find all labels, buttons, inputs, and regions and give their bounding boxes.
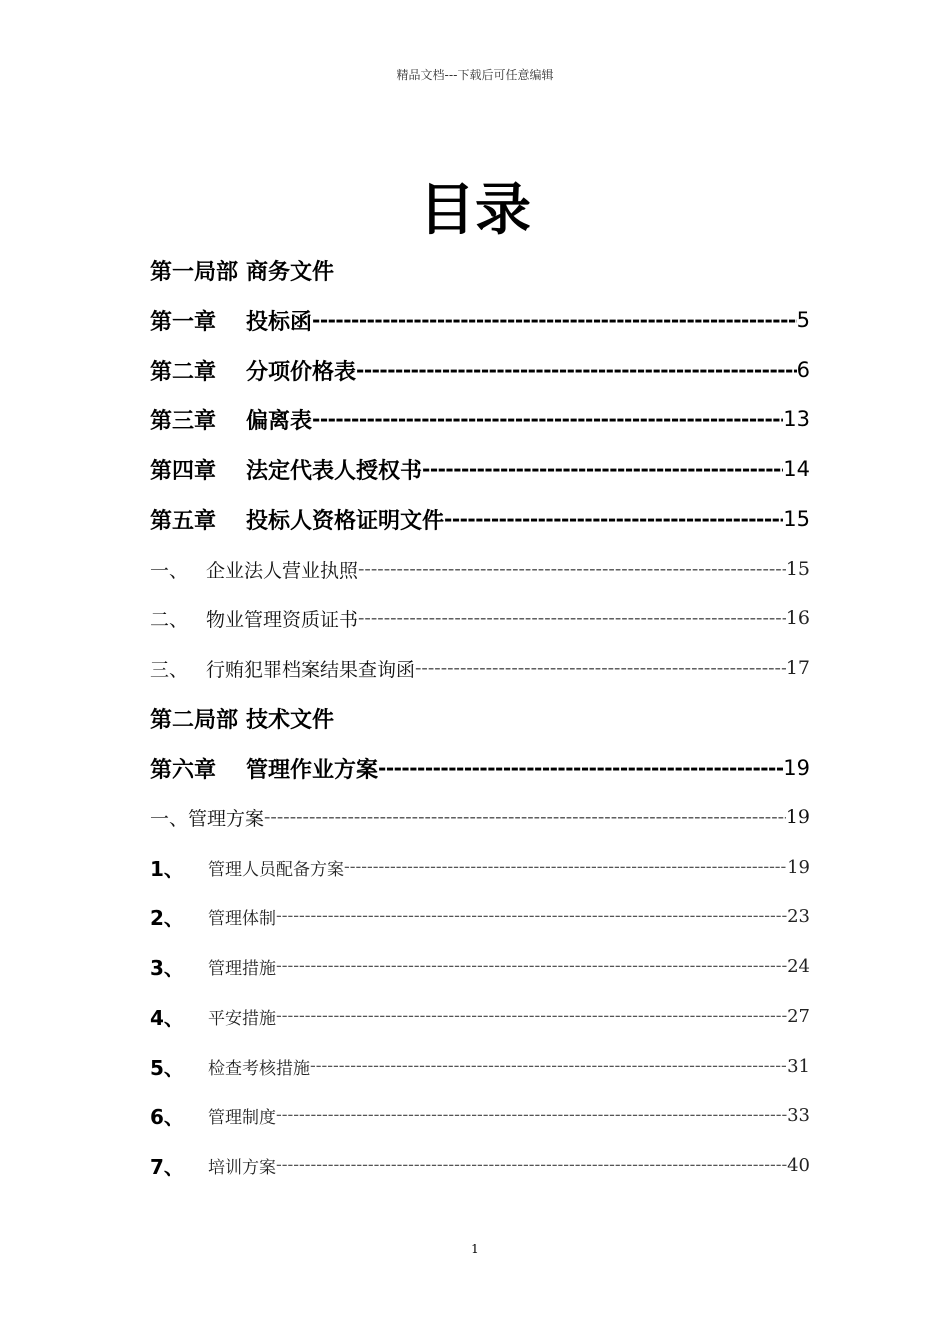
- section-title: 一、管理方案: [150, 807, 265, 830]
- toc-chapter-2[interactable]: [150, 350, 810, 390]
- item-title: 管理人员配备方案: [208, 859, 344, 880]
- chapter-title: 偏离表: [246, 408, 313, 434]
- section-title: 物业管理资质证书: [206, 608, 359, 631]
- chapter-title: 投标人资格证明文件: [246, 508, 445, 534]
- dot-leader: [415, 657, 786, 679]
- dot-leader: [358, 558, 786, 580]
- toc-section-1[interactable]: [150, 549, 810, 589]
- toc-item-6[interactable]: [150, 1095, 810, 1135]
- page-ref: 17: [785, 657, 810, 679]
- page-ref: 15: [785, 558, 810, 580]
- page-ref: 31: [787, 1055, 810, 1077]
- dot-leader: [312, 407, 783, 431]
- dot-leader: [276, 956, 787, 976]
- dot-leader: [276, 1105, 787, 1125]
- toc-chapter-4[interactable]: [150, 449, 810, 489]
- toc-section-plan[interactable]: [150, 797, 810, 837]
- chapter-number: 第二章: [150, 359, 217, 385]
- toc-section-2[interactable]: [150, 598, 810, 638]
- item-number: 2、: [150, 905, 184, 930]
- chapter-title: 管理作业方案: [246, 757, 379, 783]
- dot-leader: [276, 1006, 787, 1026]
- dot-leader: [276, 906, 787, 926]
- page-ref: 6: [796, 358, 810, 382]
- page-ref: 23: [787, 905, 810, 927]
- dot-leader: [422, 457, 783, 481]
- chapter-number: 第六章: [150, 757, 217, 783]
- chapter-number: 第三章: [150, 408, 217, 434]
- page-ref: 40: [787, 1154, 810, 1176]
- chapter-title: 分项价格表: [246, 359, 357, 385]
- section-title: 企业法人营业执照: [206, 559, 359, 582]
- toc-item-3[interactable]: [150, 946, 810, 986]
- dot-leader: [276, 1155, 787, 1175]
- section-number: 二、: [150, 608, 189, 631]
- section-number: 三、: [150, 658, 189, 681]
- toc-item-4[interactable]: [150, 996, 810, 1036]
- page-ref: 27: [787, 1005, 810, 1027]
- item-title: 管理体制: [208, 908, 276, 929]
- page-ref: 24: [787, 955, 810, 977]
- item-number: 6、: [150, 1104, 184, 1129]
- page-ref: 14: [783, 457, 810, 481]
- section-title: 行贿犯罪档案结果查询函: [206, 658, 416, 681]
- dot-leader: [310, 1056, 787, 1076]
- toc-item-2[interactable]: [150, 896, 810, 936]
- toc-chapter-3[interactable]: [150, 399, 810, 439]
- chapter-number: 第一章: [150, 309, 217, 335]
- section-number: 一、: [150, 559, 189, 582]
- page-ref: 15: [783, 507, 810, 531]
- item-title: 管理措施: [208, 958, 276, 979]
- page-ref: 33: [787, 1104, 810, 1126]
- dot-leader: [312, 308, 797, 332]
- part-title: 技术文件: [246, 707, 335, 733]
- chapter-number: 第五章: [150, 508, 217, 534]
- item-number: 3、: [150, 955, 184, 980]
- item-title: 检查考核措施: [208, 1058, 310, 1079]
- dot-leader: [356, 358, 797, 382]
- item-title: 管理制度: [208, 1107, 276, 1128]
- toc-item-1[interactable]: [150, 847, 810, 887]
- toc-chapter-6[interactable]: [150, 748, 810, 788]
- page-ref: 16: [785, 607, 810, 629]
- part-number: 第二局部: [150, 707, 239, 733]
- item-number: 5、: [150, 1055, 184, 1080]
- part-number: 第一局部: [150, 259, 239, 285]
- page-ref: 5: [796, 308, 810, 332]
- dot-leader: [378, 756, 783, 780]
- toc-chapter-5[interactable]: [150, 499, 810, 539]
- page-title: 目录: [419, 178, 531, 243]
- dot-leader: [264, 806, 786, 828]
- toc-part-2[interactable]: [150, 698, 810, 738]
- toc-part-1[interactable]: [150, 250, 810, 290]
- page-ref: 13: [783, 407, 810, 431]
- dot-leader: [344, 857, 787, 877]
- dot-leader: [444, 507, 783, 531]
- page-ref: 19: [787, 856, 810, 878]
- page-header: 精品文档---下载后可任意编辑: [396, 68, 554, 82]
- toc-item-5[interactable]: [150, 1046, 810, 1086]
- item-number: 7、: [150, 1154, 184, 1179]
- page-ref: 19: [783, 756, 810, 780]
- item-title: 平安措施: [208, 1008, 276, 1029]
- item-title: 培训方案: [208, 1157, 276, 1178]
- chapter-title: 法定代表人授权书: [246, 458, 423, 484]
- page-number: 1: [471, 1242, 479, 1256]
- item-number: 4、: [150, 1005, 184, 1030]
- chapter-number: 第四章: [150, 458, 217, 484]
- toc-chapter-1[interactable]: [150, 300, 810, 340]
- page-ref: 19: [785, 806, 810, 828]
- chapter-title: 投标函: [246, 309, 313, 335]
- toc-item-7[interactable]: [150, 1145, 810, 1185]
- part-title: 商务文件: [246, 259, 335, 285]
- toc-section-3[interactable]: [150, 648, 810, 688]
- item-number: 1、: [150, 856, 184, 881]
- dot-leader: [358, 607, 786, 629]
